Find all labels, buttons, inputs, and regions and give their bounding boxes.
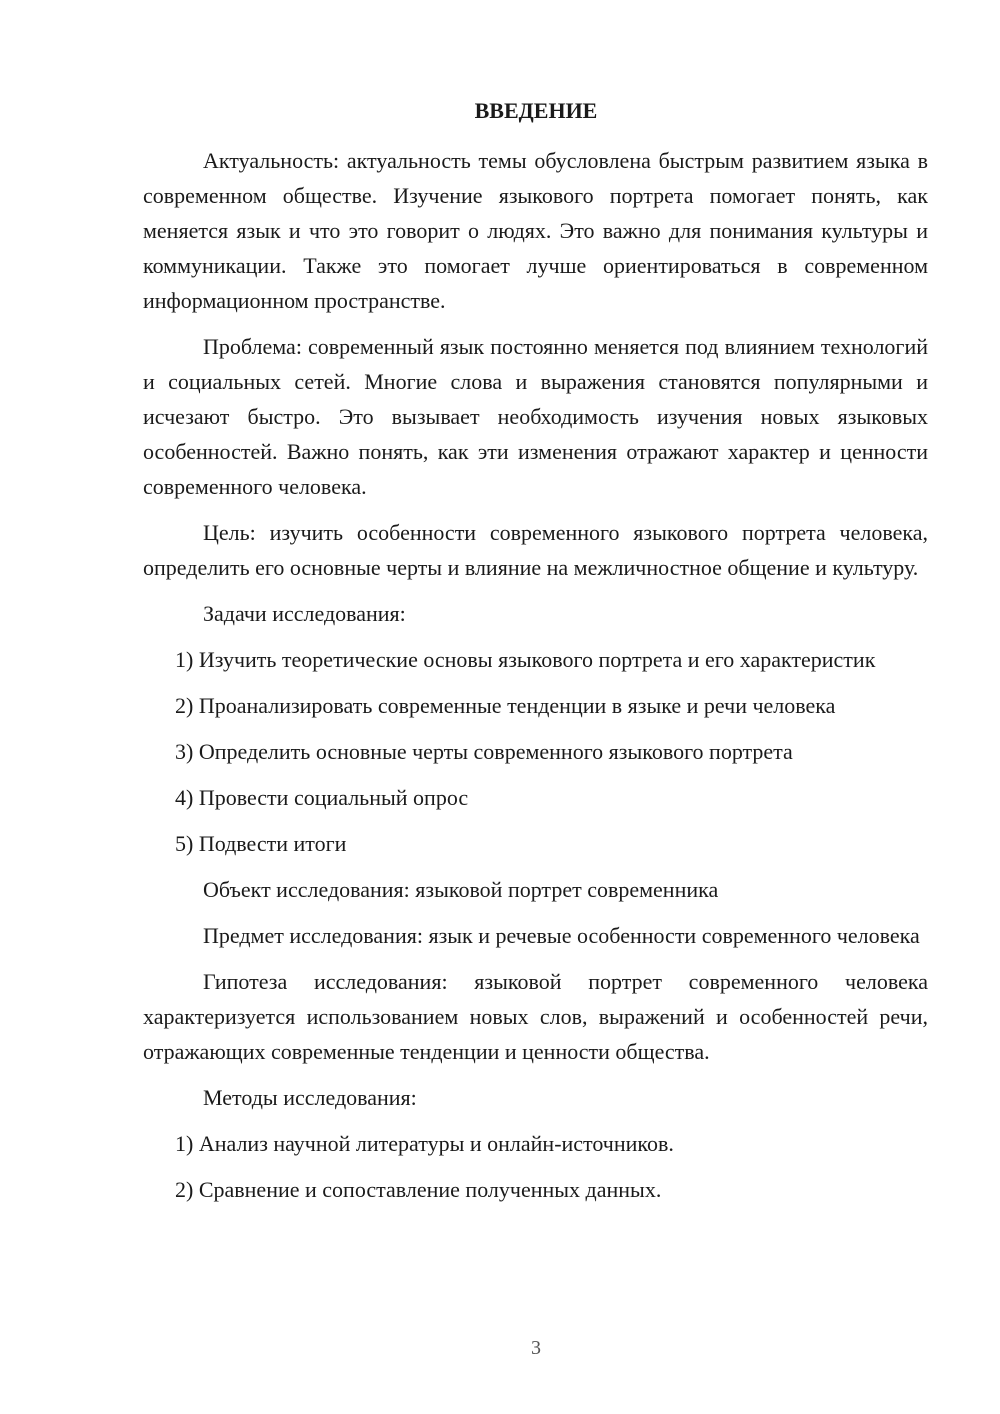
task-item-1: 1) Изучить теоретические основы языкового портрета и его характеристик bbox=[175, 647, 876, 672]
paragraph-object: Объект исследования: языковой портрет современника bbox=[203, 877, 719, 902]
paragraph-subject: Предмет исследования: язык и речевые особенности современного человека bbox=[203, 923, 920, 948]
page-number: 3 bbox=[531, 1337, 541, 1359]
task-item-2: 2) Проанализировать современные тенденции в языке и речи человека bbox=[175, 693, 836, 718]
paragraph-hypothesis: Гипотеза исследования: языковой портрет современного человека характеризуется использованием новых слов, выражений и особенностей речи, отражающих современные тенденции и ценности общества. bbox=[143, 969, 928, 1064]
paragraph-problem: Проблема: современный язык постоянно меняется под влиянием технологий и социальных сетей. Многие слова и выражения становятся популярными и исчезают быстро. Это вызывает необходимость изучения новых языковых особенностей. Важно понять, как эти изменения отражают характер и ценности современного человека. bbox=[143, 334, 928, 499]
methods-heading: Методы исследования: bbox=[203, 1085, 417, 1110]
paragraph-goal: Цель: изучить особенности современного языкового портрета человека, определить его основные черты и влияние на межличностное общение и культуру. bbox=[143, 520, 928, 580]
task-item-5: 5) Подвести итоги bbox=[175, 831, 347, 856]
method-item-1: 1) Анализ научной литературы и онлайн-источников. bbox=[175, 1131, 674, 1156]
paragraph-relevance: Актуальность: актуальность темы обусловлена быстрым развитием языка в современном обществе. Изучение языкового портрета помогает понять, как меняется язык и что это говорит о людях. Это важно для понимания культуры и коммуникации. Также это помогает лучше ориентироваться в современном информационном пространстве. bbox=[143, 148, 928, 313]
page-body bbox=[143, 143, 928, 1218]
task-item-4: 4) Провести социальный опрос bbox=[175, 785, 469, 810]
tasks-heading: Задачи исследования: bbox=[203, 601, 406, 626]
method-item-2: 2) Сравнение и сопоставление полученных данных. bbox=[175, 1177, 662, 1202]
task-item-3: 3) Определить основные черты современного языкового портрета bbox=[175, 739, 793, 764]
page-title: ВВЕДЕНИЕ bbox=[474, 98, 598, 123]
